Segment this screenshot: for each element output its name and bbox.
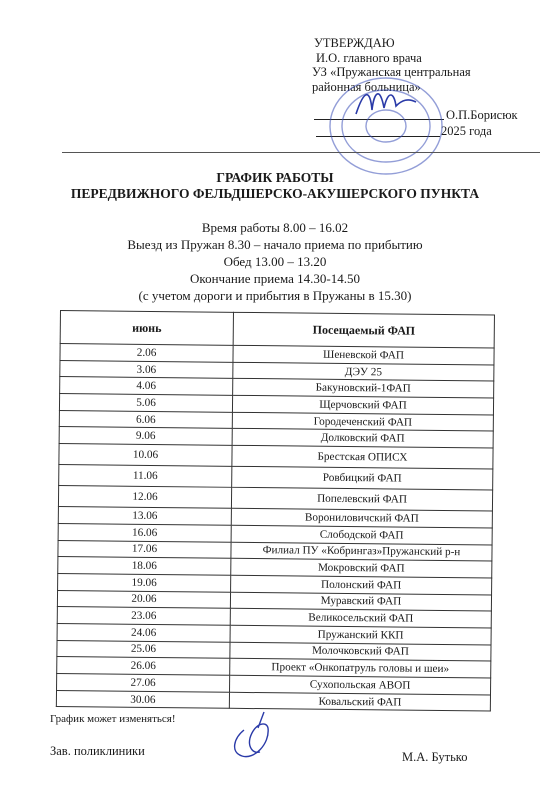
row-date: 11.06 [59,465,232,488]
row-date: 10.06 [59,444,232,467]
row-date: 20.06 [57,590,230,608]
approval-org-line2: районная больница» [312,79,421,94]
footer-name: М.А. Бутько [402,750,468,764]
info-departure: Выезд из Пружан 8.30 – начало приема по прибытию [127,237,423,252]
schedule-change-note: График может изменяться! [50,713,176,725]
row-place: Бакуновский-1ФАП [233,379,494,398]
row-place: Полонский ФАП [231,575,492,594]
row-date: 13.06 [58,507,231,525]
row-place: Долковский ФАП [232,429,493,448]
row-date: 26.06 [57,657,230,675]
table-header-row [60,311,494,349]
approval-year: 2025 года [441,124,492,138]
row-place: Мокровский ФАП [231,558,492,577]
row-place: Великосельский ФАП [230,609,491,628]
row-date: 4.06 [60,377,233,395]
row-place: ДЭУ 25 [233,362,494,381]
row-place: Муравский ФАП [230,592,491,611]
row-date: 3.06 [60,360,233,378]
row-place: Филиал ПУ «Кобрингаз»Пружанский р-н [231,542,492,561]
column-header-place: Посещаемый ФАП [233,312,494,348]
approval-org-line1: УЗ «Пружанская центральная [312,65,471,79]
approval-position: И.О. главного врача [316,50,422,65]
row-date: 16.06 [58,523,231,541]
row-date: 2.06 [60,344,233,362]
row-date: 6.06 [59,410,232,428]
info-hours: Время работы 8.00 – 16.02 [201,220,349,235]
row-date: 9.06 [59,427,232,445]
row-date: 17.06 [58,540,231,558]
row-place: Городеченский ФАП [232,412,493,431]
footer-signature-icon [224,708,284,768]
row-date: 18.06 [58,557,231,575]
info-note: (с учетом дороги и прибытия в Пружаны в 15.30) [138,288,412,303]
row-place: Пружанский ККП [230,625,491,644]
row-place: Брестская ОПИСХ [232,445,493,469]
row-date: 24.06 [57,623,230,641]
approval-name: О.П.Борисюк [446,108,518,122]
approval-signature-icon [350,80,420,125]
row-place: Слободской ФАП [231,525,492,544]
row-place: Шеневской ФАП [233,345,494,364]
footer-position: Зав. поликлиники [50,744,145,758]
row-date: 25.06 [57,640,230,658]
info-lunch: Обед 13.00 – 13.20 [223,254,327,269]
row-date: 5.06 [59,394,232,412]
row-date: 19.06 [58,573,231,591]
row-place: Ворониловичский ФАП [231,508,492,527]
row-place: Молочковский ФАП [230,642,491,661]
row-place: Проект «Онкопатруль головы и шеи» [230,659,491,678]
page-title-line1: ГРАФИК РАБОТЫ [216,170,334,185]
approval-heading: УТВЕРЖДАЮ [314,36,395,50]
row-date: 12.06 [58,486,231,509]
info-end: Окончание приема 14.30-14.50 [190,271,360,286]
row-date: 30.06 [56,690,229,708]
row-date: 23.06 [57,607,230,625]
row-place: Попелевский ФАП [231,487,492,511]
row-date: 27.06 [57,673,230,691]
row-place: Щерчовский ФАП [232,395,493,414]
row-place: Ровбицкий ФАП [232,466,493,490]
row-place: Ковальский ФАП [229,692,490,711]
header-divider [62,152,540,153]
column-header-month: июнь [60,311,233,346]
row-place: Сухопольская АВОП [230,675,491,694]
page-title-line2: ПЕРЕДВИЖНОГО ФЕЛЬДШЕРСКО-АКУШЕРСКОГО ПУНКТА [70,186,480,201]
schedule-table [56,310,495,712]
